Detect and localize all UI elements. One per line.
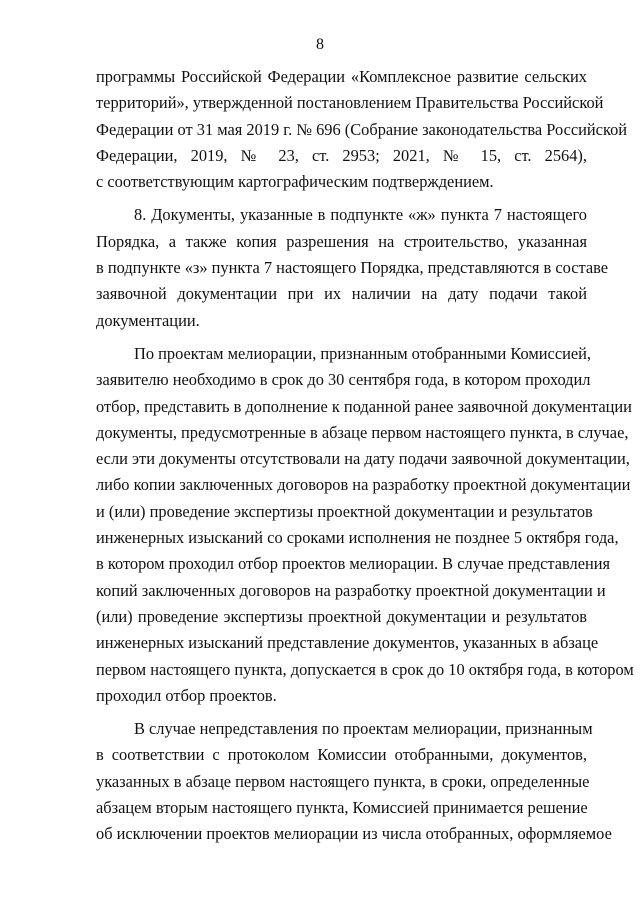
text-line: По проектам мелиорации, признанным отобранными Комиссией, [134, 343, 592, 363]
text-line: проходил отбор проектов. [96, 685, 277, 705]
text-line: инженерных изысканий со сроками исполнения не позднее 5 октября года, [96, 528, 619, 548]
text-line: 8. Документы, указанные в подпункте «ж» пункта 7 настоящего [134, 205, 587, 225]
paragraph-continuation [96, 64, 628, 195]
text-line: если эти документы отсутствовали на дату подачи заявочной документации, [96, 449, 630, 469]
text-line: либо копии заключенных договоров на разработку проектной документации [96, 475, 631, 495]
text-line: с соответствующим картографическим подтверждением. [96, 172, 494, 192]
text-line: заявителю необходимо в срок до 30 сентября года, в котором проходил [96, 370, 591, 390]
text-line: документации. [96, 310, 200, 330]
text-line: абзацем вторым настоящего пункта, Комиссией принимается решение [96, 798, 588, 818]
text-line: инженерных изысканий представление документов, указанных в абзаце [96, 633, 599, 653]
paragraph-gap [96, 195, 587, 202]
text-line: заявочной документации при их наличии на дату подачи такой [96, 284, 587, 304]
page-number: 8 [316, 36, 324, 53]
text-line: первом настоящего пункта, допускается в срок до 10 октября года, в котором [96, 659, 634, 679]
text-line: и (или) проведение экспертизы проектной документации и результатов [96, 501, 593, 521]
document-body [96, 64, 634, 848]
paragraph-item-8 [96, 202, 609, 333]
text-line: указанных в абзаце первом настоящего пункта, в сроки, определенные [96, 771, 590, 791]
paragraph-non-submission [96, 716, 612, 847]
text-line: в подпункте «з» пункта 7 настоящего Порядка, представляются в составе [96, 258, 609, 278]
text-line: в соответствии с протоколом Комиссии отобранными, документов, [96, 745, 587, 765]
text-line: программы Российской Федерации «Комплексное развитие сельских [96, 67, 587, 86]
text-line: В случае непредставления по проектам мелиорации, признанным [134, 719, 593, 739]
text-line: отбор, представить в дополнение к поданной ранее заявочной документации [96, 396, 632, 416]
paragraph-selected-projects [96, 341, 634, 709]
text-line: Порядка, а также копия разрешения на строительство, указанная [96, 231, 587, 251]
text-line: Федерации от 31 мая 2019 г. № 696 (Собрание законодательства Российской [96, 119, 628, 139]
paragraph-gap [96, 334, 587, 341]
text-line: документы, предусмотренные в абзаце первом настоящего пункта, в случае, [96, 422, 629, 442]
text-line: копий заключенных договоров на разработку проектной документации и [96, 580, 606, 600]
paragraph-gap [96, 709, 587, 716]
text-line: об исключении проектов мелиорации из числа отобранных, оформляемое [96, 824, 612, 844]
text-line: в котором проходил отбор проектов мелиорации. В случае представления [96, 554, 611, 574]
text-line: Федерации, 2019, № 23, ст. 2953; 2021, № 15, ст. 2564), [96, 145, 587, 165]
text-line: (или) проведение экспертизы проектной документации и результатов [96, 606, 587, 626]
text-line: территорий», утвержденной постановлением Правительства Российской [96, 93, 604, 113]
